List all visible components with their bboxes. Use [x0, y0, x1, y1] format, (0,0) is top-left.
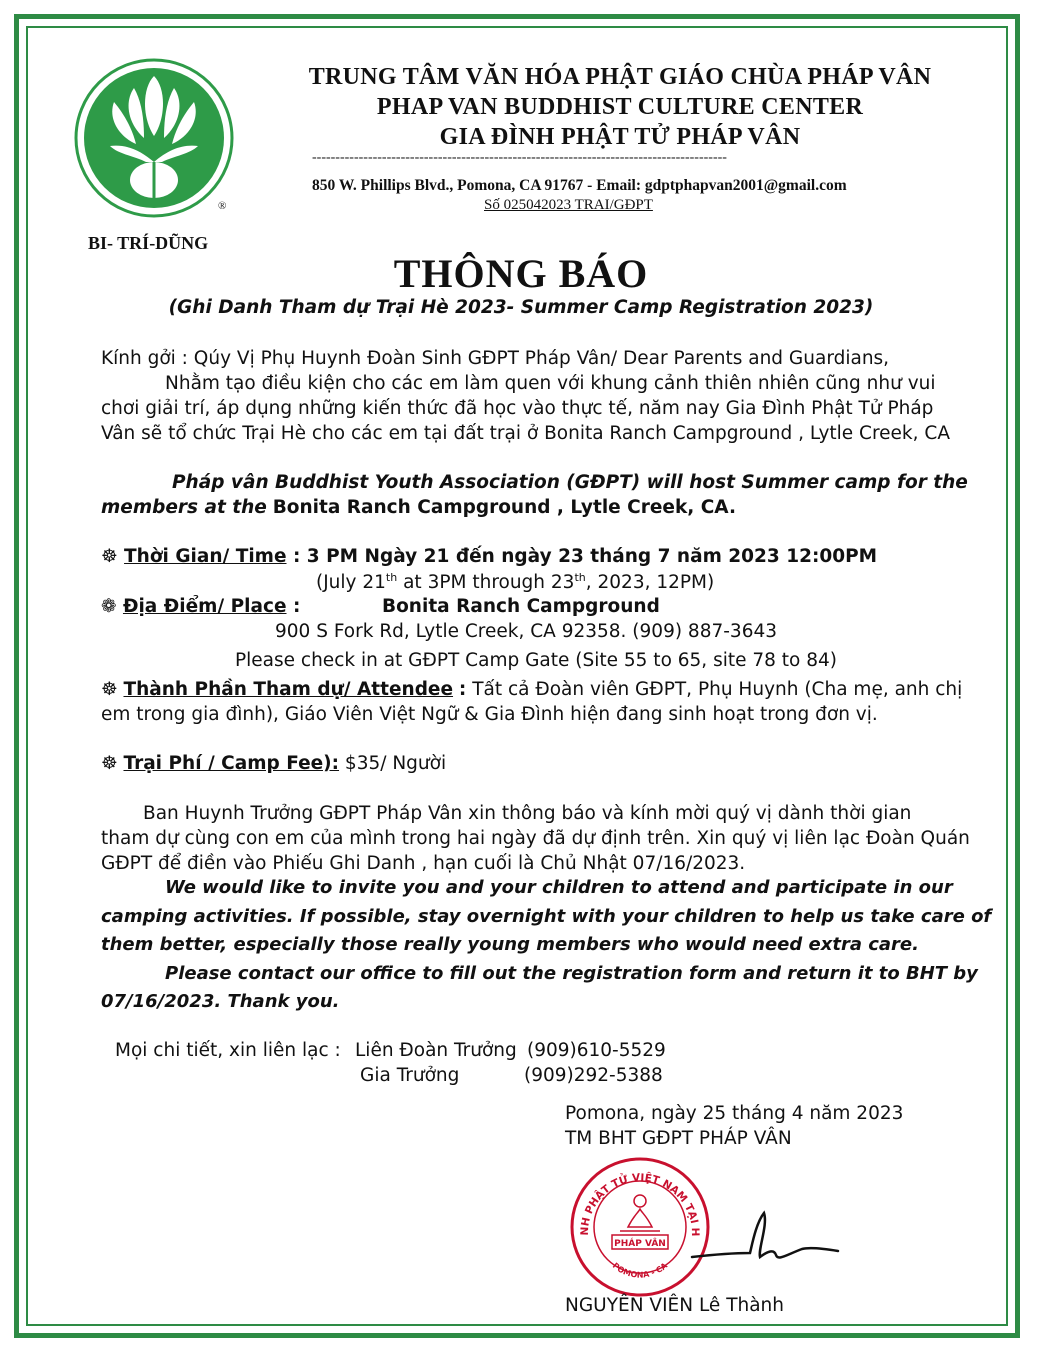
contact-role-1: Liên Đoàn Trưởng [355, 1040, 517, 1061]
intro-line-2: Nhằm tạo điều kiện cho các em làm quen với khung cảnh thiên nhiên cũng như vui [165, 373, 936, 394]
dharma-wheel-icon: ☸ [101, 753, 118, 774]
english-intro-campground: Bonita Ranch Campground , Lytle Creek, CA. [272, 497, 737, 518]
body-vn-line-1: Ban Huynh Trưởng GĐPT Pháp Vân xin thông báo và kính mời quý vị dành thời gian [143, 803, 912, 824]
time-english: (July 21th at 3PM through 23th, 2023, 12PM) [316, 571, 715, 594]
dharma-wheel-icon: ☸ [101, 546, 118, 567]
lotus-logo-icon [74, 58, 238, 222]
dharma-wheel-icon: ☸ [101, 679, 118, 700]
time-value: : 3 PM Ngày 21 đến ngày 23 tháng 7 năm 2023 12:00PM [292, 546, 878, 567]
signature-scribble-icon [690, 1205, 840, 1275]
place-colon: : [292, 596, 301, 617]
time-label: Thời Gian/ Time [124, 546, 287, 567]
svg-text:PHÁP VÂN: PHÁP VÂN [614, 1239, 666, 1249]
signoff-name: NGUYÊN VIÊN Lê Thành [565, 1295, 785, 1316]
flower-icon: ❁ [101, 596, 117, 617]
fee-label: Trại Phí / Camp Fee): [123, 753, 340, 774]
page-subtitle: (Ghi Danh Tham dự Trại Hè 2023- Summer Camp Registration 2023) [168, 297, 874, 318]
english-intro-lead: members at the [101, 497, 267, 518]
svg-text:GIA ĐÌNH PHẬT TỬ VIỆT NAM TẠI: NH PHẬT TỬ VIỆT NAM TẠI H [578, 1171, 702, 1237]
reference-number: Số 025042023 TRAI/GĐPT [484, 197, 653, 213]
logo-motto: BI- TRÍ-DŨNG [88, 233, 209, 253]
fee-row [101, 753, 446, 774]
contact-phone-2: (909)292-5388 [524, 1065, 663, 1086]
page-title: THÔNG BÁO [393, 251, 649, 296]
time-row [101, 546, 877, 567]
attendee-colon: : [458, 679, 467, 700]
attendee-row [101, 679, 962, 700]
place-checkin: Please check in at GĐPT Camp Gate (Site 55 to 65, site 78 to 84) [235, 650, 837, 671]
body-en-line-1: We would like to invite you and your children to attend and participate in our [165, 877, 953, 898]
header-divider: ----------------------------------------------------------------------------------------- [312, 150, 727, 165]
english-intro-line-2 [101, 497, 736, 518]
body-vn-line-2: tham dự cùng con em của mình trong hai ngày đã dự định trên. Xin quý vị liên lạc Đoàn Quán [101, 828, 970, 849]
english-intro-line-1: Pháp vân Buddhist Youth Association (GĐPT) will host Summer camp for the [172, 472, 968, 493]
place-address: 900 S Fork Rd, Lytle Creek, CA 92358. (909) 887-3643 [275, 621, 778, 642]
signature [690, 1205, 840, 1275]
place-row [101, 596, 300, 617]
attendee-value-2: em trong gia đình), Giáo Viên Việt Ngữ & Gia Đình hiện đang sinh hoạt trong đơn vị. [101, 704, 878, 725]
header-line-1: TRUNG TÂM VĂN HÓA PHẬT GIÁO CHÙA PHÁP VÂN [308, 64, 932, 90]
contact-label: Mọi chi tiết, xin liên lạc : [115, 1040, 341, 1061]
fee-value: $35/ Người [344, 753, 447, 774]
body-en-line-2: camping activities. If possible, stay overnight with your children to help us take care of [101, 906, 992, 927]
body-vn-line-3: GĐPT để điền vào Phiếu Ghi Danh , hạn cuối là Chủ Nhật 07/16/2023. [101, 853, 746, 874]
svg-text:POMONA - CA: POMONA - CA [610, 1260, 670, 1280]
place-name: Bonita Ranch Campground [382, 596, 660, 617]
body-en-line-4: Please contact our office to fill out the registration form and return it to BHT by [165, 963, 978, 984]
body-en-line-5: 07/16/2023. Thank you. [101, 991, 340, 1012]
contact-role-2: Gia Trưởng [360, 1065, 460, 1086]
intro-line-3: chơi giải trí, áp dụng những kiến thức đã học vào thực tế, năm nay Gia Đình Phật Tử Pháp [101, 398, 934, 419]
signoff-date: Pomona, ngày 25 tháng 4 năm 2023 [565, 1103, 904, 1124]
place-label: Địa Điểm/ Place [122, 596, 287, 617]
header-address: 850 W. Phillips Blvd., Pomona, CA 91767 - Email: gdptphapvan2001@gmail.com [312, 177, 847, 194]
body-en-line-3: them better, especially those really young members who would need extra care. [101, 934, 919, 955]
attendee-value-1: Tất cả Đoàn viên GĐPT, Phụ Huynh (Cha mẹ, anh chị [472, 679, 963, 700]
header-line-2: PHAP VAN BUDDHIST CULTURE CENTER [376, 94, 864, 120]
attendee-label: Thành Phần Tham dự/ Attendee [123, 679, 454, 700]
lotus-logo [74, 58, 238, 222]
header-line-3: GIA ĐÌNH PHẬT TỬ PHÁP VÂN [439, 124, 801, 150]
registered-mark: ® [218, 200, 227, 212]
signoff-org: TM BHT GĐPT PHÁP VÂN [565, 1128, 792, 1149]
intro-line-4: Vân sẽ tổ chức Trại Hè cho các em tại đất trại ở Bonita Ranch Campground , Lytle Creek, CA [101, 423, 950, 444]
contact-phone-1: (909)610-5529 [527, 1040, 666, 1061]
intro-line-1: Kính gởi : Qúy Vị Phụ Huynh Đoàn Sinh GĐPT Pháp Vân/ Dear Parents and Guardians, [101, 348, 890, 369]
